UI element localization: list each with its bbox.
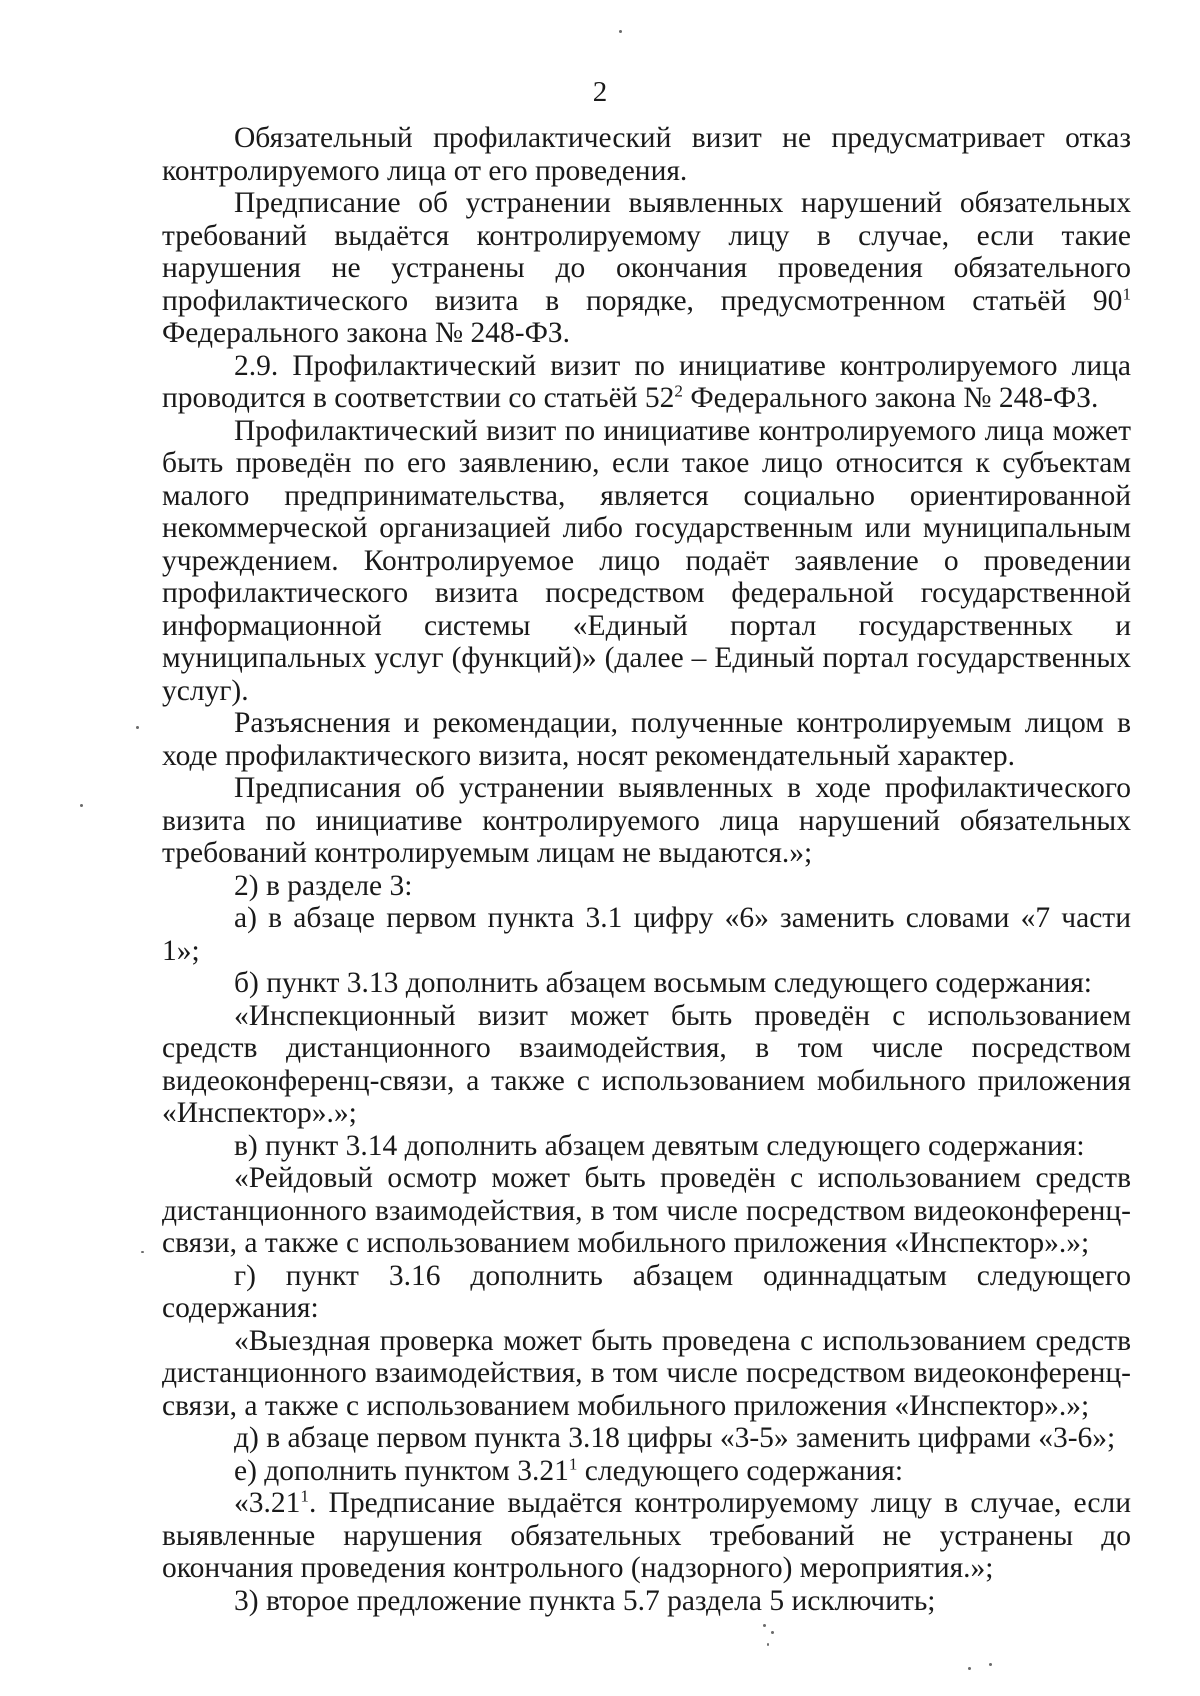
scan-speck bbox=[771, 1631, 774, 1634]
paragraph-15: д) в абзаце первом пункта 3.18 цифры «3-5» заменить цифрами «3-6»; bbox=[234, 1422, 1116, 1454]
paragraph-16: е) дополнить пунктом 3.21$^1$ следующего содержания: bbox=[234, 1453, 904, 1487]
scan-speck bbox=[619, 30, 622, 33]
paragraph-2-9: 2.9. Профилактический визит по инициативе контролируемого лица проводится в соответствии со статьёй $52^2$ Федерального закона № 248-ФЗ. bbox=[162, 349, 1131, 414]
paragraph-2: Предписание об устранении выявленных нарушений обязательных требований выдаётся контролируемому лицу в случае, если такие нарушения не устранены до окончания проведения обязательного профилактического визита в порядке, предусмотренном статьёй $90^1$ Федерального закона № 248-ФЗ. bbox=[162, 187, 1131, 349]
paragraph-10: «Инспекционный визит может быть проведён с использованием средств дистанционного взаимодействия, в том числе посредством видеоконференц-связи, а также с использованием мобильного приложения «Инспектор».»; bbox=[162, 999, 1131, 1129]
paragraph-13: г) пункт 3.16 дополнить абзацем одиннадцатым следующего содержания: bbox=[162, 1259, 1131, 1324]
paragraph-14: «Выездная проверка может быть проведена с использованием средств дистанционного взаимодействия, в том числе посредством видеоконференц-связи, а также с использованием мобильного приложения «Инспектор».»; bbox=[162, 1324, 1131, 1422]
page-number: 2 bbox=[592, 76, 608, 108]
paragraph-11: в) пункт 3.14 дополнить абзацем девятым следующего содержания: bbox=[234, 1129, 1085, 1162]
superscript: 1 bbox=[568, 1453, 578, 1473]
paragraph-4: Профилактический визит по инициативе контролируемого лица может быть проведён по его заявлению, если такое лицо относится к субъектам малого предпринимательства, является социально ориентированной некоммерческой организацией либо государственным или муниципальным учреждением. Контролируемое лицо подаёт заявление о проведении профилактического визита посредством федеральной государственной информационной системы «Единый портал государственных и муниципальных услуг (функций)» (далее – Единый портал государственных услуг). bbox=[162, 414, 1131, 707]
paragraph-5: Разъяснения и рекомендации, полученные контролируемым лицом в ходе профилактического визита, носят рекомендательный характер. bbox=[162, 707, 1131, 772]
paragraph-7: 2) в разделе 3: bbox=[234, 869, 413, 902]
paragraph-9: б) пункт 3.13 дополнить абзацем восьмым следующего содержания: bbox=[234, 967, 1093, 999]
superscript: 1 bbox=[300, 1486, 309, 1506]
scan-speck bbox=[968, 1667, 971, 1670]
scan-speck bbox=[136, 726, 139, 729]
document-body bbox=[162, 122, 1131, 1617]
scan-speck bbox=[989, 1663, 992, 1666]
superscript: 1 bbox=[1122, 283, 1131, 303]
scan-speck bbox=[141, 1251, 144, 1253]
paragraph-6: Предписания об устранении выявленных в ходе профилактического визита по инициативе контролируемого лица нарушений обязательных требований контролируемым лицам не выдаются.»; bbox=[162, 772, 1131, 869]
scan-speck bbox=[80, 804, 83, 807]
paragraph-1: Обязательный профилактический визит не предусматривает отказ контролируемого лица от его проведения. bbox=[162, 122, 1131, 187]
superscript: 2 bbox=[674, 381, 683, 401]
scan-speck bbox=[767, 1643, 769, 1646]
paragraph-8: а) в абзаце первом пункта 3.1 цифру «6» заменить словами «7 части 1»; bbox=[162, 902, 1131, 967]
paragraph-18: 3) второе предложение пункта 5.7 раздела 5 исключить; bbox=[234, 1584, 936, 1617]
paragraph-17: «3.21$^1$. Предписание выдаётся контролируемому лицу в случае, если выявленные нарушения обязательных требований не устранены до окончания проведения контрольного (надзорного) мероприятия.»; bbox=[162, 1486, 1131, 1584]
scan-speck bbox=[763, 1624, 766, 1627]
paragraph-12: «Рейдовый осмотр может быть проведён с использованием средств дистанционного взаимодействия, в том числе посредством видеоконференц-связи, а также с использованием мобильного приложения «Инспектор».»; bbox=[162, 1162, 1131, 1259]
